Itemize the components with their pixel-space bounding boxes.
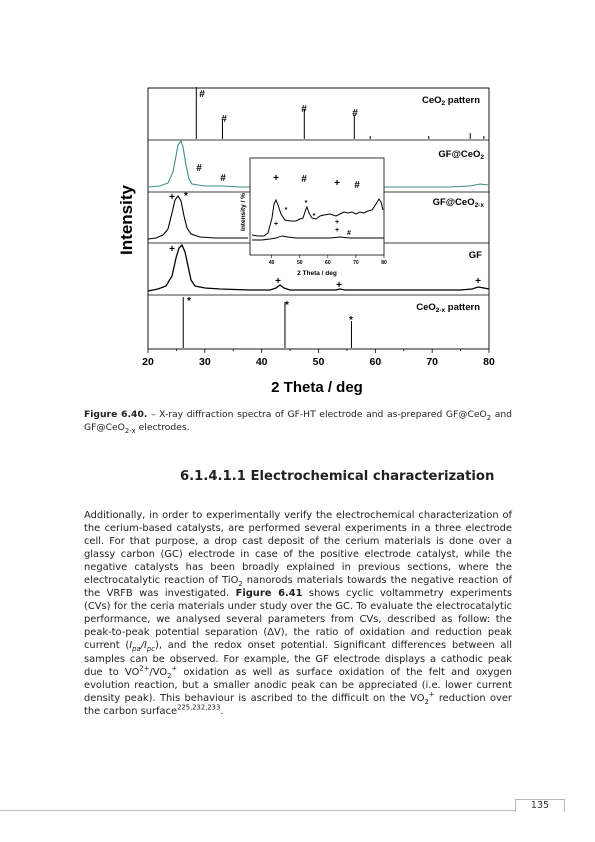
inset-marker: * xyxy=(284,207,288,214)
body-text: /VO xyxy=(149,666,168,678)
x-axis-ticks xyxy=(148,349,489,353)
body-sup: + xyxy=(171,664,178,673)
inset-x-tick-label: 80 xyxy=(381,260,387,266)
caption-sub: 2 xyxy=(486,413,492,422)
inset-marker: + xyxy=(334,227,340,234)
inset-plot xyxy=(240,158,387,277)
panel-label-ceo2x-pattern: CeO$_{2-x}$ pattern xyxy=(416,302,480,314)
inset-x-tick-label: 40 xyxy=(268,260,275,266)
peak-marker: # xyxy=(352,108,358,119)
x-axis-label: 2 Theta / deg xyxy=(271,379,363,396)
peak-marker: * xyxy=(285,300,289,311)
curve-gf-ceo2-x xyxy=(148,196,248,239)
body-text: . xyxy=(220,705,224,717)
caption-text: electrodes. xyxy=(135,422,190,433)
peak-marker: + xyxy=(475,276,481,287)
body-italic: I xyxy=(143,640,147,652)
peak-marker: * xyxy=(187,296,191,307)
x-tick-label: 70 xyxy=(426,356,439,368)
inset-marker: * xyxy=(304,200,308,207)
panel-label-ceo2-pattern: CeO$_2$ pattern xyxy=(421,95,480,107)
body-sub: 2 xyxy=(167,671,172,680)
inset-x-label: 2 Theta / deg xyxy=(297,270,337,277)
inset-x-tick-label: 50 xyxy=(296,260,303,266)
x-tick-label: 40 xyxy=(255,356,268,368)
peak-marker: * xyxy=(349,315,353,326)
footer-rule xyxy=(0,810,515,811)
peak-marker: # xyxy=(301,104,307,115)
peak-marker: # xyxy=(221,114,227,125)
peak-marker: # xyxy=(220,173,226,184)
figure-reference: Figure 6.41 xyxy=(235,588,303,600)
inset-marker: # xyxy=(347,230,351,237)
body-text: Additionally, in order to experimentally verify the electrochemical characterization of the cerium-based catalysts, are performed several experiments in a three electrode cell. For that purpose, a drop cast deposit of the cerium materials is done over a glassy carbon (GC) electrode in case of the positive electrode catalyst, while the negative catalysts has been broadly explained in previous sections, where the electrocatalytic reaction of TiO xyxy=(84,510,512,587)
figure-caption xyxy=(84,408,512,434)
ceo2x-reference-sticks xyxy=(183,297,351,348)
inset-marker: + xyxy=(273,221,279,228)
body-sup: + xyxy=(428,690,435,699)
body-sub: 2 xyxy=(238,580,243,589)
panel-label-gf: GF xyxy=(468,250,482,261)
xrd-figure xyxy=(0,0,595,405)
peak-marker: + xyxy=(334,178,340,189)
body-text: nanorods materials towards the negative reaction of the VRFB was investigated. xyxy=(84,575,512,600)
section-heading: 6.1.4.1.1 Electrochemical characterization xyxy=(180,469,495,484)
citation-refs: 225,232,233 xyxy=(177,703,221,712)
peak-marker: + xyxy=(275,276,281,287)
x-tick-label: 50 xyxy=(312,356,325,368)
body-paragraph xyxy=(84,509,512,718)
body-italic-sub: pc xyxy=(146,645,155,654)
inset-x-tick-labels xyxy=(269,260,387,266)
body-italic: / xyxy=(140,640,144,652)
x-tick-label: 80 xyxy=(483,356,495,368)
body-sub: 2 xyxy=(424,697,429,706)
caption-text: – X-ray diffraction spectra of GF-HT electrode and as-prepared GF@CeO xyxy=(147,409,487,420)
panel-label-gf-ceo2: GF@CeO$_2$ xyxy=(438,149,484,161)
peak-marker: + xyxy=(169,192,175,203)
y-axis-label: Intensity xyxy=(117,185,136,255)
inset-x-tick-label: 70 xyxy=(353,260,359,266)
peak-marker: + xyxy=(169,244,175,255)
body-text: oxidation as well as surface oxidation of the felt and oxygen evolution reaction, but a smaller anodic peak can be appreciated (i.e. lower current density peak). This behaviour is ascribed to the difficult on the VO xyxy=(84,666,512,704)
peak-marker: # xyxy=(354,180,360,191)
body-text: shows cyclic voltammetry experiments (CVs) for the ceria materials under study over the GC. To evaluate the electrocatalytic performance, we analysed several parameters from CVs, described as follow: the peak-to-peak potential separation (ΔV), the ratio of oxidation and reduction peak current ( xyxy=(84,588,512,652)
caption-text: and GF@CeO xyxy=(84,409,512,433)
caption-label: Figure 6.40. xyxy=(84,409,148,420)
x-tick-label: 20 xyxy=(142,356,154,368)
peak-marker: # xyxy=(301,174,307,185)
inset-x-ticks xyxy=(272,255,384,258)
inset-marker: + xyxy=(334,219,340,226)
inset-marker: * xyxy=(312,213,316,220)
x-axis-tick-labels xyxy=(142,356,495,368)
body-text: reduction over the carbon surface xyxy=(84,692,512,717)
body-sup: 2+ xyxy=(139,664,150,673)
inset-y-label: Intensity / % xyxy=(240,193,247,231)
x-tick-label: 30 xyxy=(198,356,211,368)
x-tick-label: 60 xyxy=(369,356,382,368)
inset-x-tick-label: 60 xyxy=(325,260,331,266)
peak-marker: # xyxy=(199,89,205,100)
caption-sub: 2-x xyxy=(124,426,136,435)
peak-marker: # xyxy=(196,163,202,174)
page-number: 135 xyxy=(515,799,565,812)
peak-marker: + xyxy=(273,173,279,184)
body-italic-sub: pa xyxy=(132,645,141,654)
body-text: ), and the redox onset potential. Significant differences between all samples can be observed. For example, the GF electrode displays a cathodic peak due to VO xyxy=(84,640,512,678)
peak-marker: * xyxy=(184,191,188,202)
panel-label-gf-ceo2-x: GF@CeO$_{2-x}$ xyxy=(432,197,484,209)
body-italic: I xyxy=(129,640,133,652)
peak-marker: + xyxy=(336,280,342,291)
